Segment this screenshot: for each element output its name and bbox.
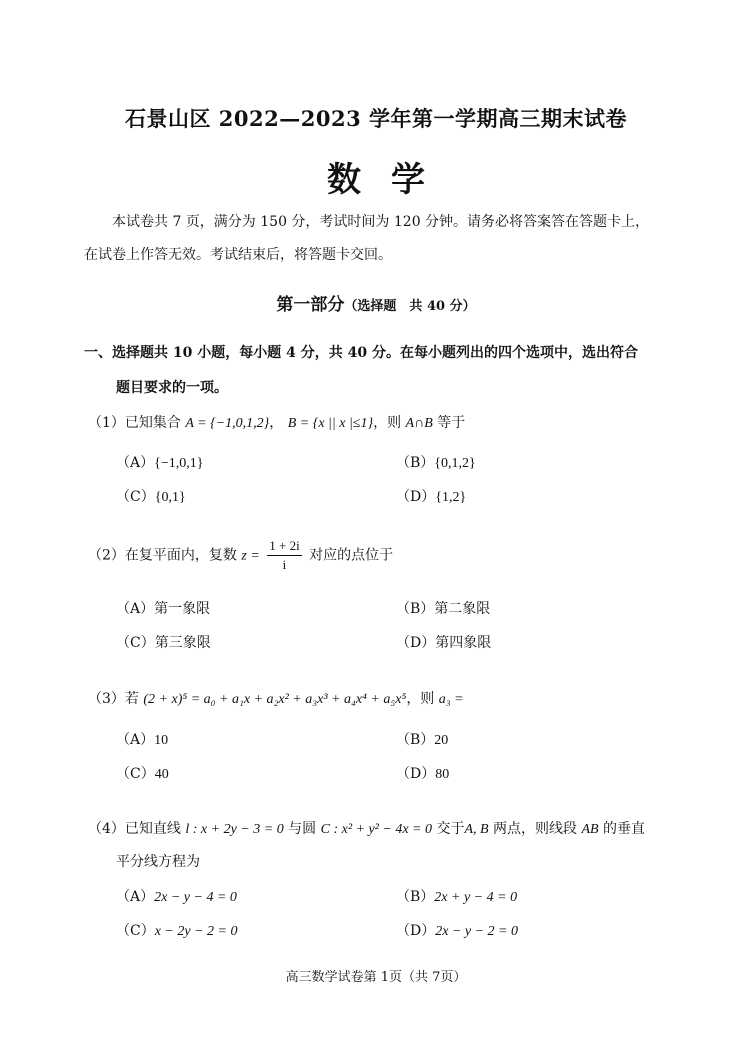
section-instruction-line-1: 一、选择题共 10 小题，每小题 4 分，共 40 分。在每小题列出的四个选项中，选出符合	[84, 345, 638, 361]
option-text: 2x − y − 4 = 0	[154, 890, 237, 905]
question-2-option-a	[116, 598, 210, 618]
option-text: 第一象限	[154, 601, 211, 617]
exam-title: 石景山区 2022—2023 学年第一学期高三期末试卷	[124, 106, 627, 131]
part-heading	[0, 290, 752, 315]
subject-title: 数学	[327, 160, 455, 200]
option-text: {−1,0,1}	[154, 456, 204, 471]
option-text: 第二象限	[434, 601, 491, 617]
option-text: 20	[434, 733, 449, 748]
question-2-option-b	[396, 598, 490, 618]
question-1-option-c	[116, 486, 186, 506]
set-a-expression: A = {−1,0,1,2}	[185, 416, 270, 431]
question-4-option-d	[396, 920, 518, 940]
option-label: （D）	[396, 489, 436, 505]
question-text: 交于	[436, 821, 465, 837]
question-3-stem	[88, 688, 464, 708]
question-number: （2）	[88, 547, 125, 564]
page-footer: 高三数学试卷第 1页（共 7页）	[285, 970, 467, 985]
segment-name: AB	[581, 822, 599, 837]
question-3-option-b	[396, 729, 448, 749]
option-label: （D）	[396, 923, 436, 939]
question-text: ，则	[373, 415, 402, 431]
option-text: x − 2y − 2 = 0	[154, 924, 238, 939]
question-number: （3）	[88, 691, 125, 707]
option-label: （C）	[116, 923, 155, 939]
option-label: （C）	[116, 635, 155, 651]
option-text: 40	[154, 767, 169, 782]
part-label: 第一部分	[276, 295, 345, 315]
option-text: {1,2}	[435, 490, 467, 505]
option-label: （A）	[116, 732, 155, 748]
option-label: （D）	[396, 766, 436, 782]
question-4-stem	[88, 818, 645, 838]
option-label: （B）	[396, 889, 435, 905]
question-2-stem	[88, 538, 393, 573]
option-text: {0,1}	[154, 490, 186, 505]
question-2-option-d	[396, 632, 491, 652]
complex-variable: z =	[241, 548, 260, 564]
intro-line-2: 在试卷上作答无效。考试结束后，将答题卡交回。	[84, 247, 392, 263]
question-text: 若	[124, 691, 139, 707]
question-1-option-d	[396, 486, 466, 506]
section-instruction-line-2: 题目要求的一项。	[116, 380, 228, 396]
target-coefficient: a₃ =	[438, 692, 464, 707]
question-text: 在复平面内，复数	[124, 547, 237, 564]
question-3-option-c	[116, 763, 169, 783]
question-text: ，	[269, 415, 284, 431]
question-text: 对应的点位于	[309, 547, 394, 564]
option-text: 10	[154, 733, 169, 748]
binomial-expansion: (2 + x)⁵ = a₀ + a₁x + a₂x² + a₃x³ + a₄x⁴ + a₅x⁵	[143, 692, 407, 707]
question-4-option-b	[396, 886, 517, 906]
option-text: 第三象限	[154, 635, 211, 651]
option-label: （D）	[396, 635, 436, 651]
line-equation: l : x + 2y − 3 = 0	[185, 822, 284, 837]
question-1-option-b	[396, 452, 476, 472]
option-text: 2x + y − 4 = 0	[434, 890, 518, 905]
set-b-expression: B = {x || x |≤1}	[287, 416, 374, 431]
intersection-points: A, B	[464, 822, 489, 837]
question-text: 两点，则线段	[493, 821, 578, 837]
part-detail: （选择题 共 40 分）	[344, 299, 476, 314]
option-label: （A）	[116, 601, 155, 617]
question-text: 已知集合	[124, 415, 181, 431]
question-4-option-a	[116, 886, 237, 906]
option-text: 2x − y − 2 = 0	[435, 924, 519, 939]
circle-equation: C : x² + y² − 4x = 0	[320, 822, 432, 837]
intro-line-1: 本试卷共 7 页，满分为 150 分，考试时间为 120 分钟。请务必将答案答在答题卡上，	[112, 214, 650, 230]
question-number: （4）	[88, 821, 125, 837]
question-text: ，则	[406, 691, 435, 707]
question-1-stem	[88, 412, 465, 432]
fraction-numerator: 1 + 2i	[267, 538, 301, 556]
option-text: 第四象限	[435, 635, 492, 651]
complex-fraction	[267, 538, 301, 573]
option-label: （A）	[116, 889, 155, 905]
option-label: （B）	[396, 732, 435, 748]
option-label: （C）	[116, 766, 155, 782]
option-label: （B）	[396, 601, 435, 617]
option-text: 80	[435, 767, 450, 782]
option-label: （B）	[396, 455, 435, 471]
question-4-option-c	[116, 920, 238, 940]
question-1-option-a	[116, 452, 203, 472]
fraction-denominator: i	[282, 557, 287, 572]
option-text: {0,1,2}	[434, 456, 476, 471]
question-text: 与圆	[288, 821, 317, 837]
question-text: 已知直线	[124, 821, 181, 837]
question-2-option-c	[116, 632, 211, 652]
question-3-option-a	[116, 729, 168, 749]
intersection-expression: A∩B	[405, 416, 433, 431]
question-text: 的垂直	[603, 821, 646, 837]
option-label: （A）	[116, 455, 155, 471]
question-4-stem-line-2: 平分线方程为	[116, 854, 200, 870]
question-text: 等于	[437, 415, 466, 431]
question-number: （1）	[88, 415, 125, 431]
question-3-option-d	[396, 763, 449, 783]
option-label: （C）	[116, 489, 155, 505]
